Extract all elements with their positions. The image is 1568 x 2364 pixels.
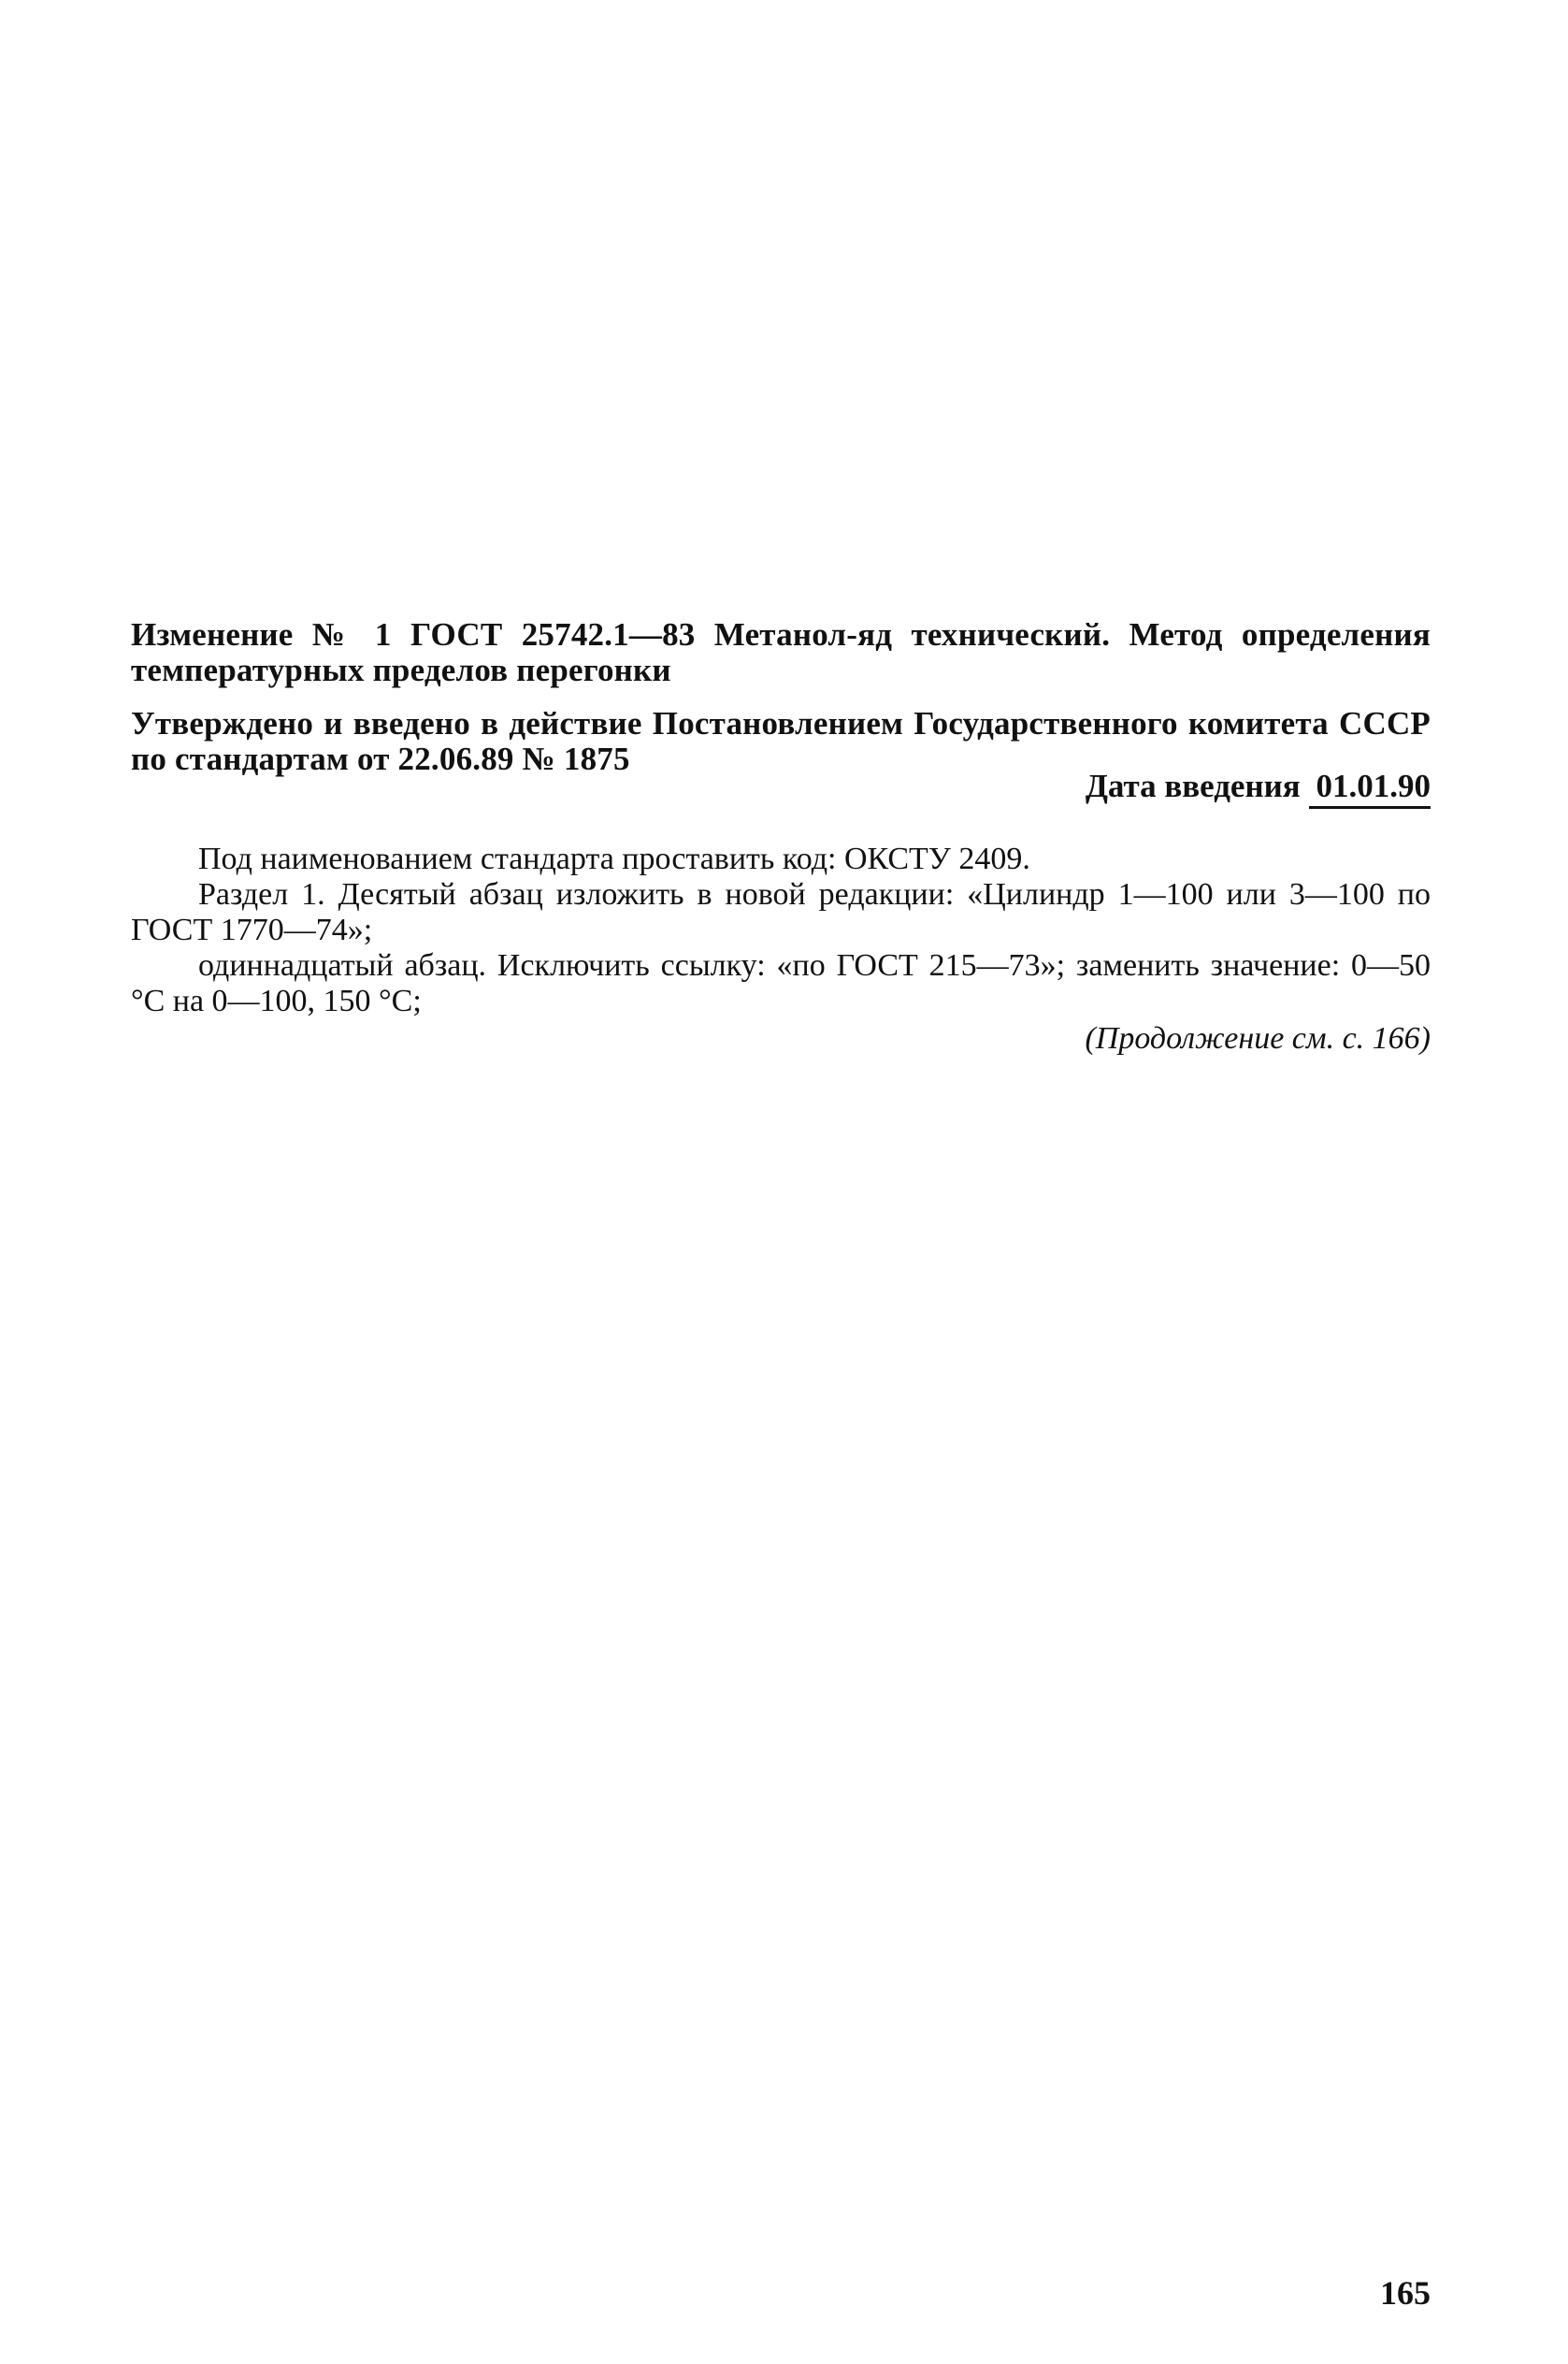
continuation-note: (Продолжение см. с. 166): [1085, 1021, 1431, 1056]
effective-date-line: [1086, 769, 1431, 809]
change-title: Изменение № 1 ГОСТ 25742.1—83 Метанол-яд технический. Метод определения температурных пределов перегонки: [131, 616, 1431, 688]
effective-date-label: Дата введения: [1085, 768, 1301, 804]
effective-date-value: 01.01.90: [1309, 769, 1431, 809]
approval-statement: Утверждено и введено в действие Постановлением Государственного комитета СССР по стандартам от 22.06.89 № 1875: [131, 705, 1431, 777]
paragraph-section-1-tenth: Раздел 1. Десятый абзац изложить в новой редакции: «Цилиндр 1—100 или 3—100 по ГОСТ 1770—74»;: [131, 877, 1431, 947]
amendment-body: [131, 842, 1431, 1019]
page-number: 165: [1380, 2274, 1431, 2312]
paragraph-section-1-eleventh: одиннадцатый абзац. Исключить ссылку: «по ГОСТ 215—73»; заменить значение: 0—50 °С на 0—100, 150 °С;: [131, 948, 1431, 1018]
paragraph-okstu-code: Под наименованием стандарта проставить код: ОКСТУ 2409.: [198, 842, 1030, 876]
